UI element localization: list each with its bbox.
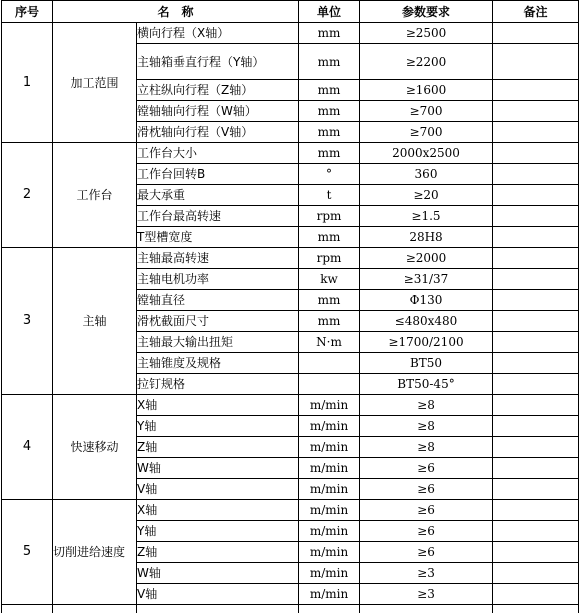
param-value: ≥700 xyxy=(360,122,493,143)
param-value: ≥20 xyxy=(360,185,493,206)
param-value: ≥2200 xyxy=(360,44,493,80)
param-name: 滑枕截面尺寸 xyxy=(137,311,299,332)
group-number: 4 xyxy=(2,395,53,500)
cutoff-cell xyxy=(360,605,493,613)
group-number: 5 xyxy=(2,500,53,605)
param-value: BT50-45° xyxy=(360,374,493,395)
param-note xyxy=(493,227,579,248)
spec-table xyxy=(1,0,579,613)
param-unit xyxy=(299,374,360,395)
cutoff-cell xyxy=(137,605,299,613)
param-value: ≥1700/2100 xyxy=(360,332,493,353)
param-value: Φ130 xyxy=(360,290,493,311)
param-note xyxy=(493,248,579,269)
param-note xyxy=(493,80,579,101)
param-value: ≥3 xyxy=(360,563,493,584)
param-note xyxy=(493,395,579,416)
param-unit: mm xyxy=(299,23,360,44)
param-name: 滑枕轴向行程（V轴） xyxy=(137,122,299,143)
cutoff-cell xyxy=(53,605,137,613)
param-value: ≥6 xyxy=(360,458,493,479)
param-unit: m/min xyxy=(299,500,360,521)
group-label: 工作台 xyxy=(53,143,137,248)
header-name: 名 称 xyxy=(53,1,299,23)
param-unit: m/min xyxy=(299,479,360,500)
param-note xyxy=(493,353,579,374)
table-row xyxy=(2,248,579,269)
group-label: 切削进给速度 xyxy=(53,500,137,605)
param-unit: mm xyxy=(299,44,360,80)
param-name: Z轴 xyxy=(137,437,299,458)
param-value: ≥1.5 xyxy=(360,206,493,227)
param-name: 主轴最高转速 xyxy=(137,248,299,269)
param-note xyxy=(493,500,579,521)
param-note xyxy=(493,563,579,584)
param-name: W轴 xyxy=(137,563,299,584)
param-value: ≤480x480 xyxy=(360,311,493,332)
table-row-cutoff xyxy=(2,605,579,613)
param-value: ≥1600 xyxy=(360,80,493,101)
param-unit: m/min xyxy=(299,584,360,605)
param-value: ≥2000 xyxy=(360,248,493,269)
param-name: 主轴电机功率 xyxy=(137,269,299,290)
param-name: 工作台大小 xyxy=(137,143,299,164)
param-note xyxy=(493,290,579,311)
param-unit: kw xyxy=(299,269,360,290)
param-name: 立柱纵向行程（Z轴） xyxy=(137,80,299,101)
table-row xyxy=(2,143,579,164)
param-name: 工作台最高转速 xyxy=(137,206,299,227)
param-unit: m/min xyxy=(299,395,360,416)
param-note xyxy=(493,458,579,479)
table-row xyxy=(2,23,579,44)
param-unit: mm xyxy=(299,101,360,122)
param-note xyxy=(493,437,579,458)
param-name: 镗轴轴向行程（W轴） xyxy=(137,101,299,122)
spec-body xyxy=(2,23,579,613)
param-note xyxy=(493,521,579,542)
param-name: 主轴最大输出扭矩 xyxy=(137,332,299,353)
param-value: ≥6 xyxy=(360,521,493,542)
group-number: 1 xyxy=(2,23,53,143)
param-value: ≥3 xyxy=(360,584,493,605)
param-value: ≥8 xyxy=(360,395,493,416)
param-note xyxy=(493,479,579,500)
param-value: 2000x2500 xyxy=(360,143,493,164)
param-value: 360 xyxy=(360,164,493,185)
param-note xyxy=(493,185,579,206)
table-row xyxy=(2,500,579,521)
param-unit: mm xyxy=(299,227,360,248)
param-unit: mm xyxy=(299,80,360,101)
table-row xyxy=(2,395,579,416)
param-value: ≥6 xyxy=(360,542,493,563)
param-value: ≥700 xyxy=(360,101,493,122)
param-note xyxy=(493,374,579,395)
param-name: 镗轴直径 xyxy=(137,290,299,311)
param-unit: ° xyxy=(299,164,360,185)
param-name: 最大承重 xyxy=(137,185,299,206)
header-no: 序号 xyxy=(2,1,53,23)
param-unit: mm xyxy=(299,122,360,143)
param-note xyxy=(493,44,579,80)
param-unit: m/min xyxy=(299,563,360,584)
group-label: 主轴 xyxy=(53,248,137,395)
param-name: X轴 xyxy=(137,500,299,521)
param-value: BT50 xyxy=(360,353,493,374)
param-note xyxy=(493,23,579,44)
cutoff-cell xyxy=(2,605,53,613)
param-note xyxy=(493,122,579,143)
param-unit: t xyxy=(299,185,360,206)
param-unit: N·m xyxy=(299,332,360,353)
param-name: V轴 xyxy=(137,584,299,605)
param-unit: rpm xyxy=(299,248,360,269)
param-note xyxy=(493,164,579,185)
param-unit: m/min xyxy=(299,416,360,437)
param-note xyxy=(493,332,579,353)
param-name: 主轴箱垂直行程（Y轴） xyxy=(137,44,299,80)
param-unit: m/min xyxy=(299,458,360,479)
param-note xyxy=(493,206,579,227)
param-unit: m/min xyxy=(299,521,360,542)
param-note xyxy=(493,143,579,164)
header-row xyxy=(2,1,579,23)
param-name: 横向行程（X轴） xyxy=(137,23,299,44)
cutoff-cell xyxy=(299,605,360,613)
param-name: Y轴 xyxy=(137,521,299,542)
param-note xyxy=(493,542,579,563)
param-name: 工作台回转B xyxy=(137,164,299,185)
param-note xyxy=(493,101,579,122)
param-name: Y轴 xyxy=(137,416,299,437)
param-name: Z轴 xyxy=(137,542,299,563)
param-value: ≥8 xyxy=(360,437,493,458)
param-unit: mm xyxy=(299,143,360,164)
param-note xyxy=(493,311,579,332)
header-unit: 单位 xyxy=(299,1,360,23)
param-unit: m/min xyxy=(299,437,360,458)
header-requirement: 参数要求 xyxy=(360,1,493,23)
param-unit: mm xyxy=(299,311,360,332)
param-value: 28H8 xyxy=(360,227,493,248)
group-label: 加工范围 xyxy=(53,23,137,143)
param-unit: rpm xyxy=(299,206,360,227)
param-value: ≥6 xyxy=(360,479,493,500)
param-value: ≥8 xyxy=(360,416,493,437)
header-note: 备注 xyxy=(493,1,579,23)
param-value: ≥31/37 xyxy=(360,269,493,290)
param-name: 拉钉规格 xyxy=(137,374,299,395)
param-name: T型槽宽度 xyxy=(137,227,299,248)
param-note xyxy=(493,269,579,290)
param-value: ≥2500 xyxy=(360,23,493,44)
param-name: 主轴锥度及规格 xyxy=(137,353,299,374)
param-value: ≥6 xyxy=(360,500,493,521)
param-unit: m/min xyxy=(299,542,360,563)
group-number: 2 xyxy=(2,143,53,248)
cutoff-cell xyxy=(493,605,579,613)
group-label: 快速移动 xyxy=(53,395,137,500)
group-number: 3 xyxy=(2,248,53,395)
param-name: X轴 xyxy=(137,395,299,416)
param-name: V轴 xyxy=(137,479,299,500)
param-unit xyxy=(299,353,360,374)
param-note xyxy=(493,416,579,437)
param-name: W轴 xyxy=(137,458,299,479)
param-unit: mm xyxy=(299,290,360,311)
param-note xyxy=(493,584,579,605)
